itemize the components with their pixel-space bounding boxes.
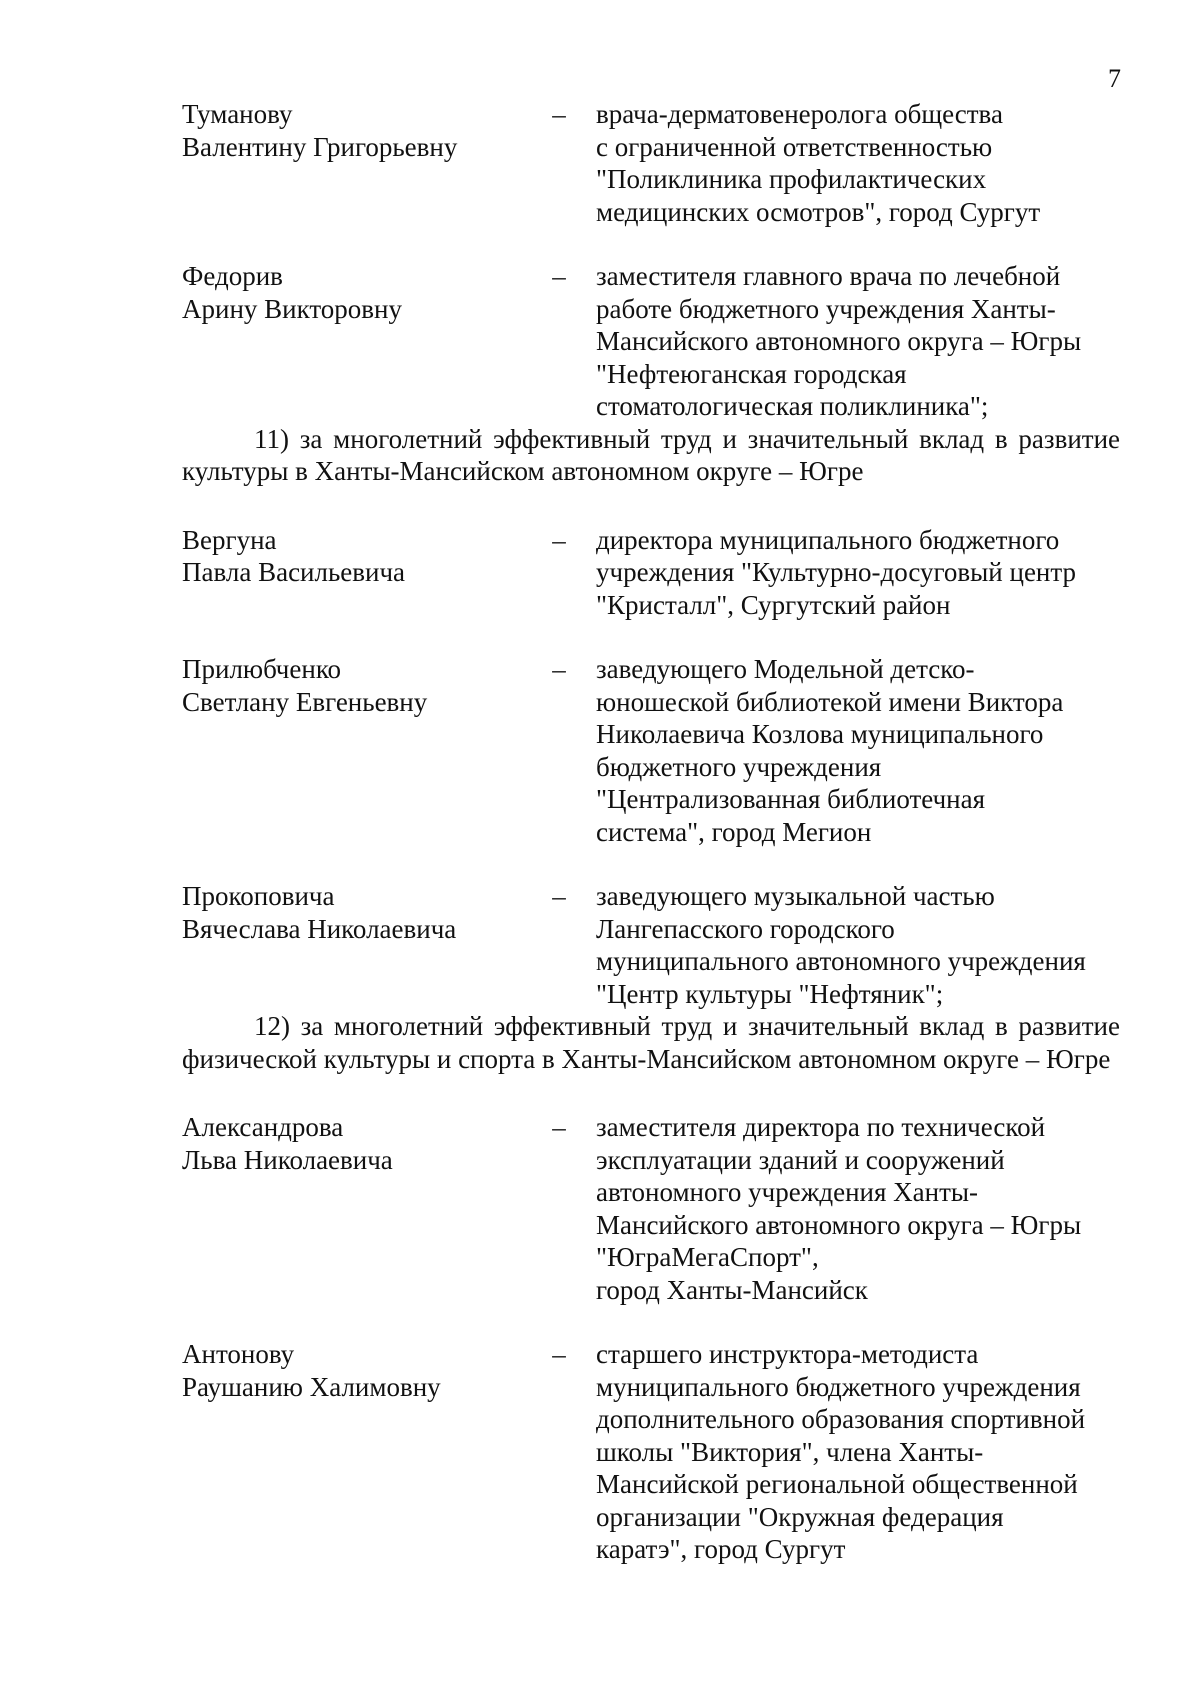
recipient-given-names: Светлану Евгеньевну: [182, 686, 428, 717]
position-line: Николаевича Козлова муниципального: [596, 719, 1044, 749]
dash-separator: –: [552, 654, 566, 684]
recipient-surname: Туманову: [182, 99, 293, 129]
position-line: заведующего музыкальной частью: [596, 881, 995, 911]
position-line: учреждения "Культурно-досуговый центр: [596, 557, 1077, 587]
position-line: город Ханты-Мансийск: [596, 1274, 868, 1305]
recipient-surname: Федорив: [182, 261, 283, 291]
position-line: Лангепасского городского: [596, 913, 895, 944]
position-line: заведующего Модельной детско-: [596, 654, 975, 684]
position-line: бюджетного учреждения: [596, 751, 882, 782]
award-entry: [182, 98, 1120, 228]
position-line: "Централизованная библиотечная: [596, 784, 986, 814]
position-line: заместителя главного врача по лечебной: [596, 261, 1061, 291]
position-line: организации "Окружная федерация: [596, 1501, 1004, 1532]
position-line: "Кристалл", Сургутский район: [596, 589, 951, 620]
recipient-position: [596, 98, 1120, 228]
position-line: муниципального автономного учреждения: [596, 946, 1086, 976]
position-line: заместителя директора по технической: [596, 1112, 1046, 1142]
section-heading-11: 11) за многолетний эффективный труд и значительный вклад в развитие культуры в Ханты-Мансийском автономном округе – Югре: [182, 423, 1120, 486]
position-line: с ограниченной ответственностью: [596, 131, 993, 162]
award-entry: [182, 524, 1120, 622]
recipient-position: [596, 653, 1120, 848]
section-heading-12: 12) за многолетний эффективный труд и значительный вклад в развитие физической культуры и спорта в Ханты-Мансийском автономном округе – Югре: [182, 1011, 1120, 1074]
recipient-position: [596, 260, 1120, 423]
position-line: "Нефтеюганская городская: [596, 358, 907, 389]
position-line: врача-дерматовенеролога общества: [596, 99, 1003, 129]
award-entry: [182, 1338, 1120, 1566]
dash-separator: –: [552, 1339, 566, 1369]
position-line: директора муниципального бюджетного: [596, 524, 1060, 555]
position-line: "ЮграМегаСпорт",: [596, 1242, 819, 1272]
position-line: эксплуатации зданий и сооружений: [596, 1144, 1005, 1175]
dash-separator: –: [552, 524, 566, 555]
recipient-name: [182, 1338, 542, 1566]
dash-separator: –: [552, 261, 566, 291]
recipient-given-names: Валентину Григорьевну: [182, 131, 458, 162]
recipient-name: [182, 653, 542, 848]
recipient-name: [182, 880, 542, 1010]
position-line: система", город Мегион: [596, 816, 872, 847]
recipient-position: [596, 1111, 1120, 1306]
recipient-given-names: Арину Викторовну: [182, 293, 403, 324]
dash-separator: –: [552, 881, 566, 911]
position-line: "Центр культуры "Нефтяник";: [596, 978, 944, 1009]
dash-separator: –: [552, 1112, 566, 1142]
recipient-name: [182, 260, 542, 423]
position-line: каратэ", город Сургут: [596, 1534, 846, 1564]
recipient-position: [596, 880, 1120, 1010]
position-line: юношеской библиотекой имени Виктора: [596, 686, 1064, 717]
recipient-surname: Антонову: [182, 1339, 295, 1369]
recipient-surname: Прокоповича: [182, 881, 335, 911]
award-entry: [182, 260, 1120, 423]
recipient-position: [596, 524, 1120, 622]
position-line: Мансийского автономного округа – Югры: [596, 326, 1082, 356]
position-line: медицинских осмотров", город Сургут: [596, 196, 1041, 227]
recipient-given-names: Раушанию Халимовну: [182, 1371, 441, 1402]
position-line: муниципального бюджетного учреждения: [596, 1371, 1081, 1402]
position-line: стоматологическая поликлиника";: [596, 391, 989, 421]
position-line: Мансийской региональной общественной: [596, 1469, 1078, 1499]
award-entry: [182, 880, 1120, 1010]
position-line: школы "Виктория", члена Ханты-: [596, 1436, 984, 1467]
position-line: старшего инструктора-методиста: [596, 1339, 979, 1369]
position-line: работе бюджетного учреждения Ханты-: [596, 293, 1056, 324]
recipient-given-names: Льва Николаевича: [182, 1144, 393, 1175]
recipient-name: [182, 98, 542, 228]
recipient-surname: Вергуна: [182, 524, 277, 555]
document-body: [182, 98, 1120, 1598]
recipient-surname: Александрова: [182, 1112, 344, 1142]
recipient-position: [596, 1338, 1120, 1566]
recipient-name: [182, 1111, 542, 1306]
dash-separator: –: [552, 99, 566, 129]
position-line: автономного учреждения Ханты-: [596, 1177, 978, 1207]
recipient-given-names: Павла Васильевича: [182, 557, 406, 587]
award-entry: [182, 653, 1120, 848]
position-line: дополнительного образования спортивной: [596, 1404, 1086, 1434]
recipient-given-names: Вячеслава Николаевича: [182, 913, 457, 944]
recipient-surname: Прилюбченко: [182, 654, 342, 684]
page-number: 7: [1108, 64, 1121, 93]
position-line: Мансийского автономного округа – Югры: [596, 1209, 1082, 1240]
award-entry: [182, 1111, 1120, 1306]
position-line: "Поликлиника профилактических: [596, 164, 987, 194]
recipient-name: [182, 524, 542, 622]
